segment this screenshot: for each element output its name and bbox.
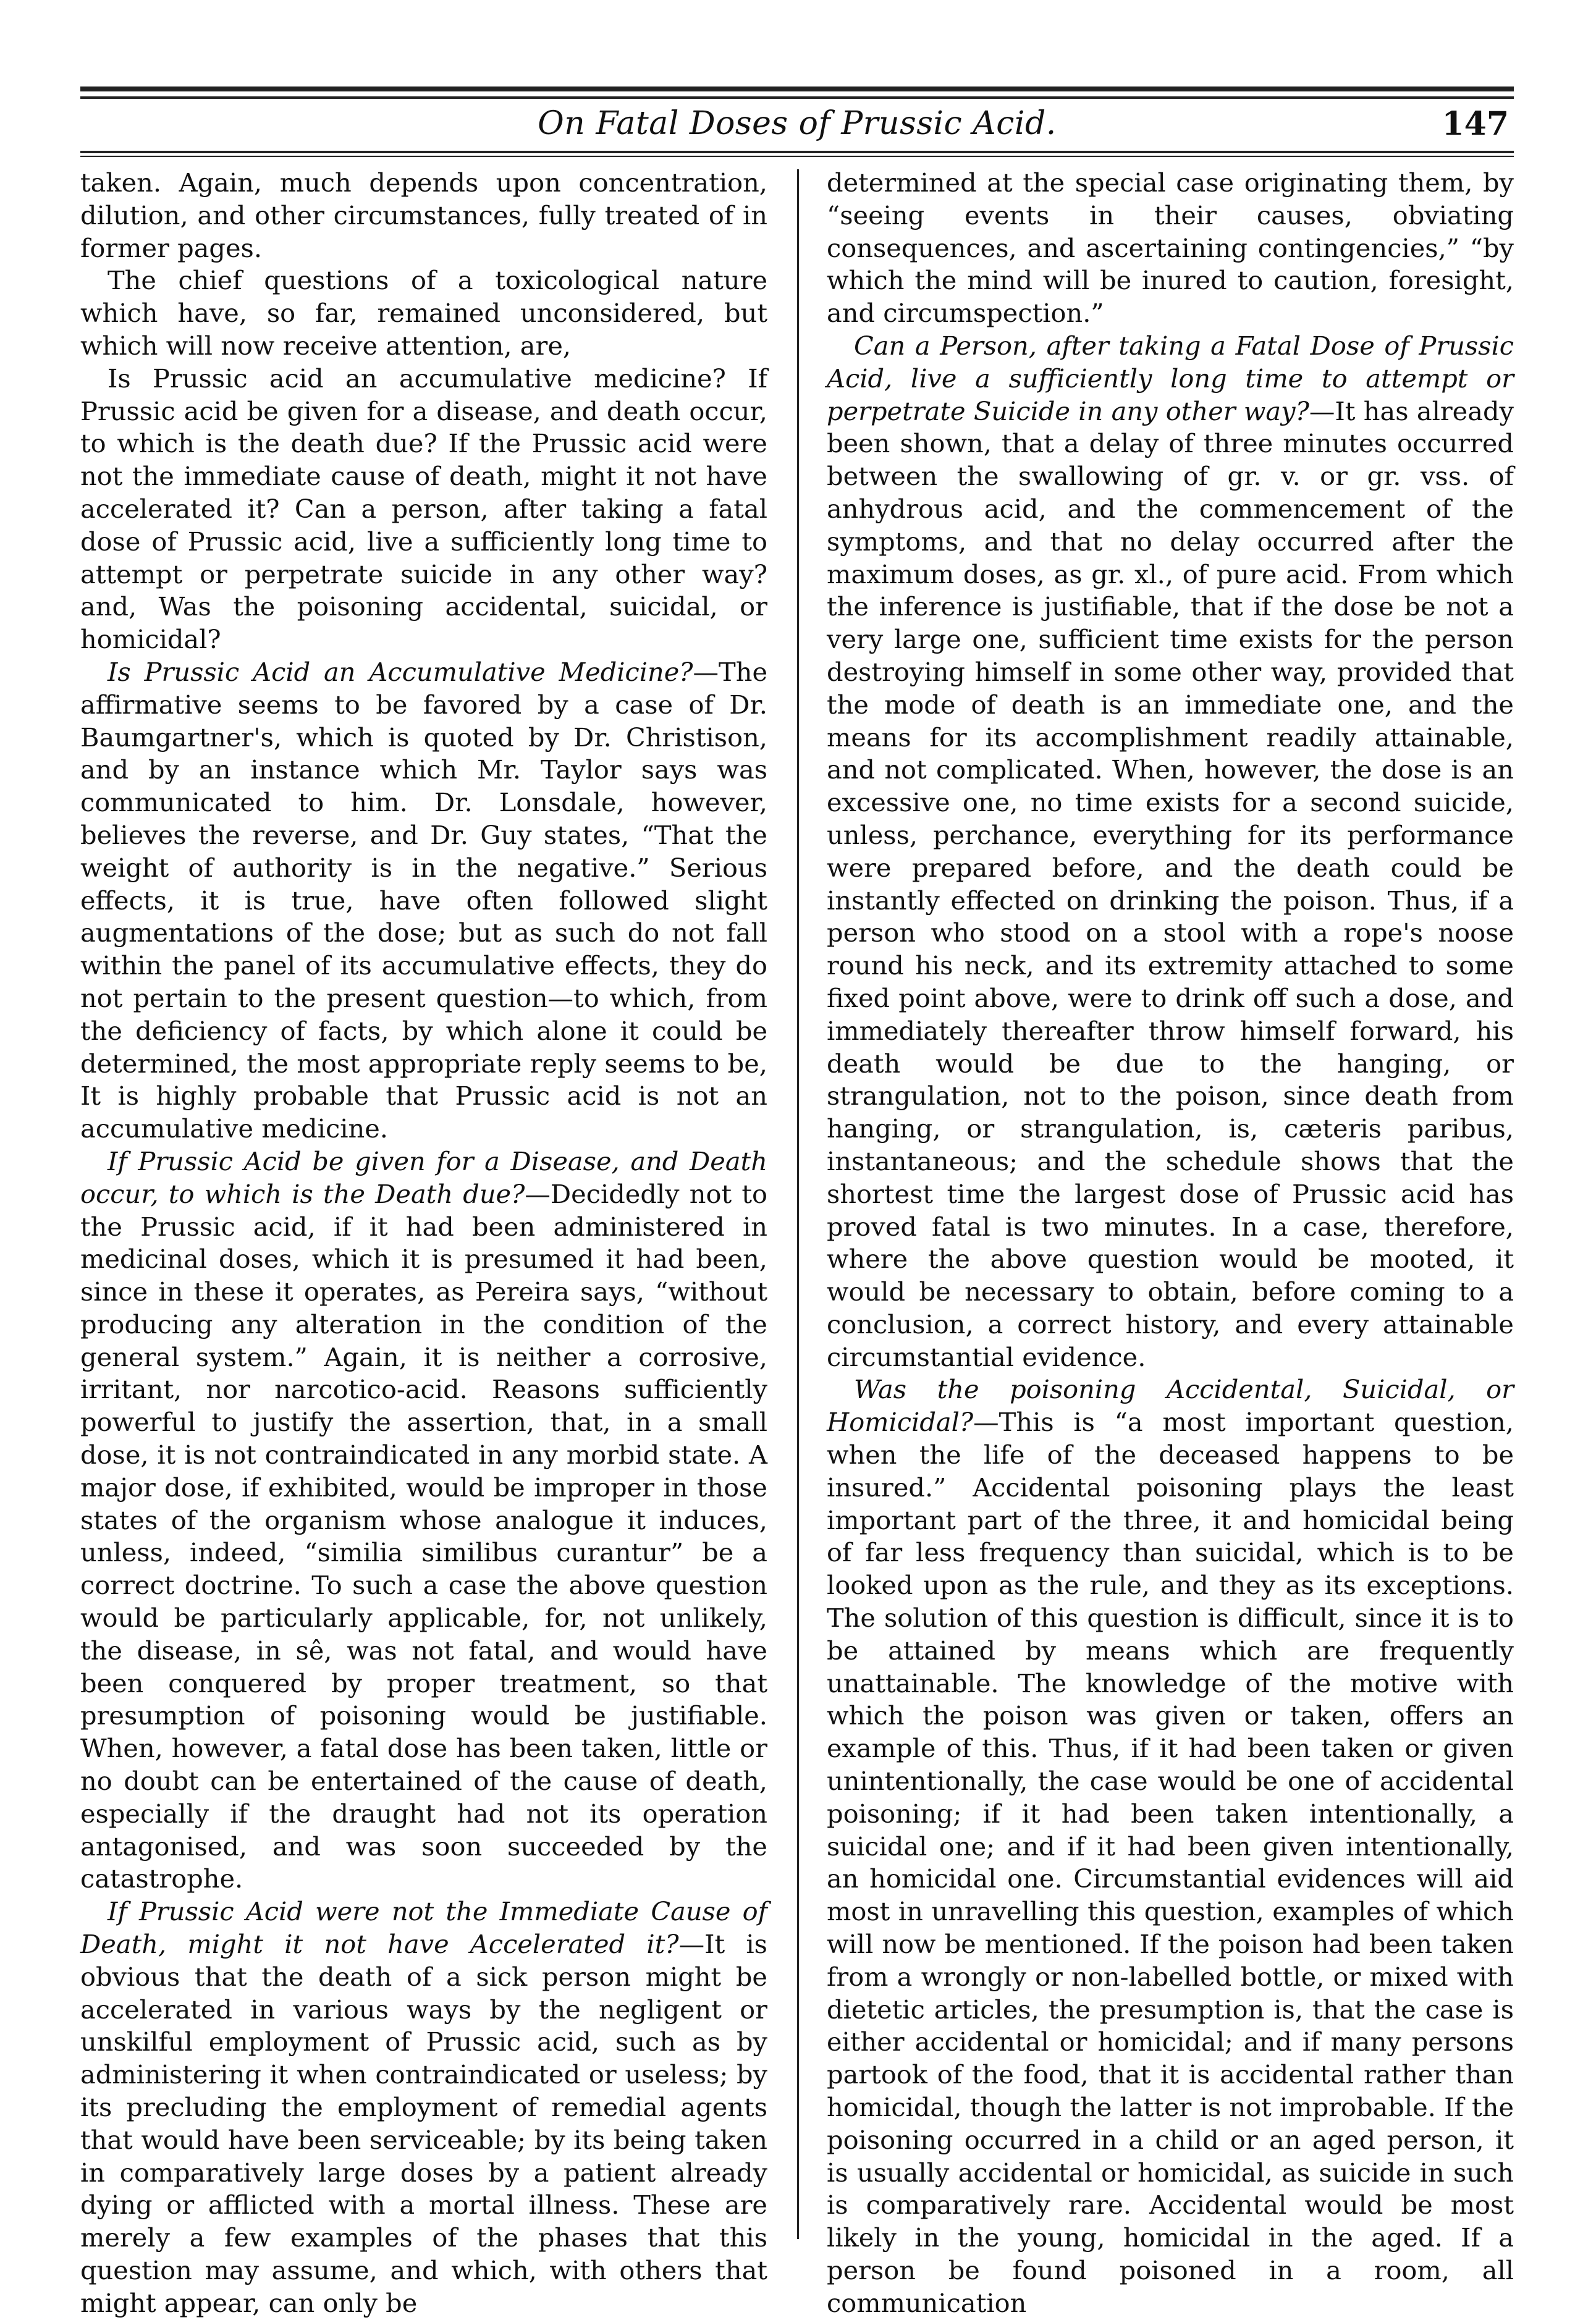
paragraph-text: —This is “a most important question, when the life of the deceased happens to be insured.” Accidental poisoning plays the least important part of the three, it and homicidal being of far less frequency than suicidal, which is to be looked upon as the rule, and they as its exceptions. The solution of this question is difficult, since it is to be attained by means which are frequently unattainable. The knowledge of the motive with which the poison was given or taken, offers an example of this. Thus, if it had been taken or given unintentionally, the case would be one of accidental poisoning; if it had been taken intentionally, a suicidal one; and if it had been given intentionally, an homicidal one. Circumstantial evidences will aid most in unravelling this question, examples of which will now be mentioned. If the poison had been taken from a wrongly or non-labelled bottle, or mixed with dietetic articles, the presumption is, that the case is either accidental or homicidal; and if many persons partook of the food, that it is accidental rather than homicidal, though the latter is not improbable. If the poisoning occurred in a child or an aged person, it is usually accidental or homicidal, as suicide in such is comparatively rare. Accidental would be most likely in the young, homicidal in the aged. If a person be found poisoned in a room, all communication — [827, 1407, 1514, 2318]
paragraph — [80, 1896, 767, 2319]
column-divider — [797, 169, 799, 2239]
paragraph — [80, 656, 767, 1145]
left-column — [80, 167, 767, 2318]
text-columns — [80, 167, 1514, 2318]
paragraph — [80, 363, 767, 656]
paragraph — [827, 1373, 1514, 2319]
paragraph-text: —The affirmative seems to be favored by a case of Dr. Baumgartner's, which is quoted by Dr. Christison, and by an instance which Mr. Taylor says was communicated to him. Dr. Lonsdale, however, believes the reverse, and Dr. Guy states, “That the weight of authority is in the negative.” Serious effects, it is true, have often followed slight augmentations of the dose; but as such do not fall within the panel of its accumulative effects, they do not pertain to the present question—to which, from the deficiency of facts, by which alone it could be determined, the most appropriate reply seems to be, It is highly probable that Prussic acid is not an accumulative medicine. — [80, 656, 767, 1144]
page-number: 147 — [1442, 105, 1509, 143]
paragraph-text: determined at the special case originating them, by “seeing events in their causes, obviating consequences, and ascertaining contingencies,” “by which the mind will be inured to caution, foresight, and circumspection.” — [827, 167, 1514, 329]
running-title: On Fatal Doses of Prussic Acid. — [538, 105, 1057, 142]
header-rule-thin — [80, 156, 1514, 157]
paragraph-heading: Can a Person, after taking a Fatal Dose of Prussic Acid, live a sufficiently long time to attempt or perpetrate Suicide in any other way? — [827, 330, 1514, 426]
paragraph-text: The chief questions of a toxicological nature which have, so far, remained unconsidered, but which will now receive attention, are, — [80, 265, 767, 361]
paragraph-text: —It has already been shown, that a delay of three minutes occurred between the swallowing of gr. v. or gr. vss. of anhydrous acid, and the commencement of the symptoms, and that no delay occurred after the maximum doses, as gr. xl., of pure acid. From which the inference is justifiable, that if the dose be not a very large one, sufficient time exists for the person destroying himself in some other way, provided that the mode of death is an immediate one, and the means for its accomplishment readily attainable, and not complicated. When, however, the dose is an excessive one, no time exists for a second suicide, unless, perchance, everything for its performance were prepared before, and the death could be instantly effected on drinking the poison. Thus, if a person who stood on a stool with a rope's noose round his neck, and its extremity attached to some fixed point above, were to drink off such a dose, and immediately thereafter throw himself forward, his death would be due to the hanging, or strangulation, not to the poison, since death from hanging, or strangulation, is, cæteris paribus, instantaneous; and the schedule shows that the shortest time the largest dose of Prussic acid has proved fatal is two minutes. In a case, therefore, where the above question would be mooted, it would be necessary to obtain, before coming to a conclusion, a correct history, and every attainable circumstantial evidence. — [827, 395, 1514, 1372]
paragraph-heading: If Prussic Acid were not the Immediate Cause of Death, might it not have Accelerated it? — [80, 1896, 767, 1960]
paragraph — [80, 1145, 767, 1896]
paragraph — [80, 264, 767, 362]
paragraph-text: —Decidedly not to the Prussic acid, if it had been administered in medicinal doses, which it is presumed it had been, since in these it operates, as Pereira says, “without producing any alteration in the condition of the general system.” Again, it is neither a corrosive, irritant, nor narcotico-acid. Reasons sufficiently powerful to justify the assertion, that, in a small dose, it is not contraindicated in any morbid state. A major dose, if exhibited, would be improper in those states of the organism whose analogue it induces, unless, indeed, “similia similibus curantur” be a correct doctrine. To such a case the above question would be particularly applicable, for, not unlikely, the disease, in sê, was not fatal, and would have been conquered by proper treatment, so that presumption of poisoning would be justifiable. When, however, a fatal dose has been taken, little or no doubt can be entertained of the cause of death, especially if the draught had not its operation antagonised, and was soon succeeded by the catastrophe. — [80, 1178, 767, 1894]
paragraph-text: taken. Again, much depends upon concentration, dilution, and other circumstances, fully treated of in former pages. — [80, 167, 767, 263]
paragraph-text: Is Prussic acid an accumulative medicine? If Prussic acid be given for a disease, and death occur, to which is the death due? If the Prussic acid were not the immediate cause of death, might it not have accelerated it? Can a person, after taking a fatal dose of Prussic acid, live a sufficiently long time to attempt or perpetrate suicide in any other way? and, Was the poisoning accidental, suicidal, or homicidal? — [80, 363, 767, 655]
right-column — [827, 167, 1514, 2318]
paragraph — [80, 167, 767, 264]
paragraph-heading: Is Prussic Acid an Accumulative Medicine? — [108, 656, 693, 687]
top-rule-thick — [80, 86, 1514, 91]
running-head — [80, 93, 1514, 150]
paragraph — [827, 167, 1514, 330]
paragraph-text: —It is obvious that the death of a sick person might be accelerated in various ways by the negligent or unskilful employment of Prussic acid, such as by administering it when contraindicated or useless; by its precluding the employment of remedial agents that would have been serviceable; by its being taken in comparatively large doses by a patient already dying or afflicted with a mortal illness. These are merely a few examples of the phases that this question may assume, and which, with others that might appear, can only be — [80, 1929, 767, 2318]
paragraph-heading: Was the poisoning Accidental, Suicidal, or Homicidal? — [827, 1374, 1514, 1438]
paragraph-heading: If Prussic Acid be given for a Disease, and Death occur, to which is the Death due? — [80, 1145, 767, 1209]
paragraph — [827, 330, 1514, 1374]
header-rule — [80, 151, 1514, 153]
